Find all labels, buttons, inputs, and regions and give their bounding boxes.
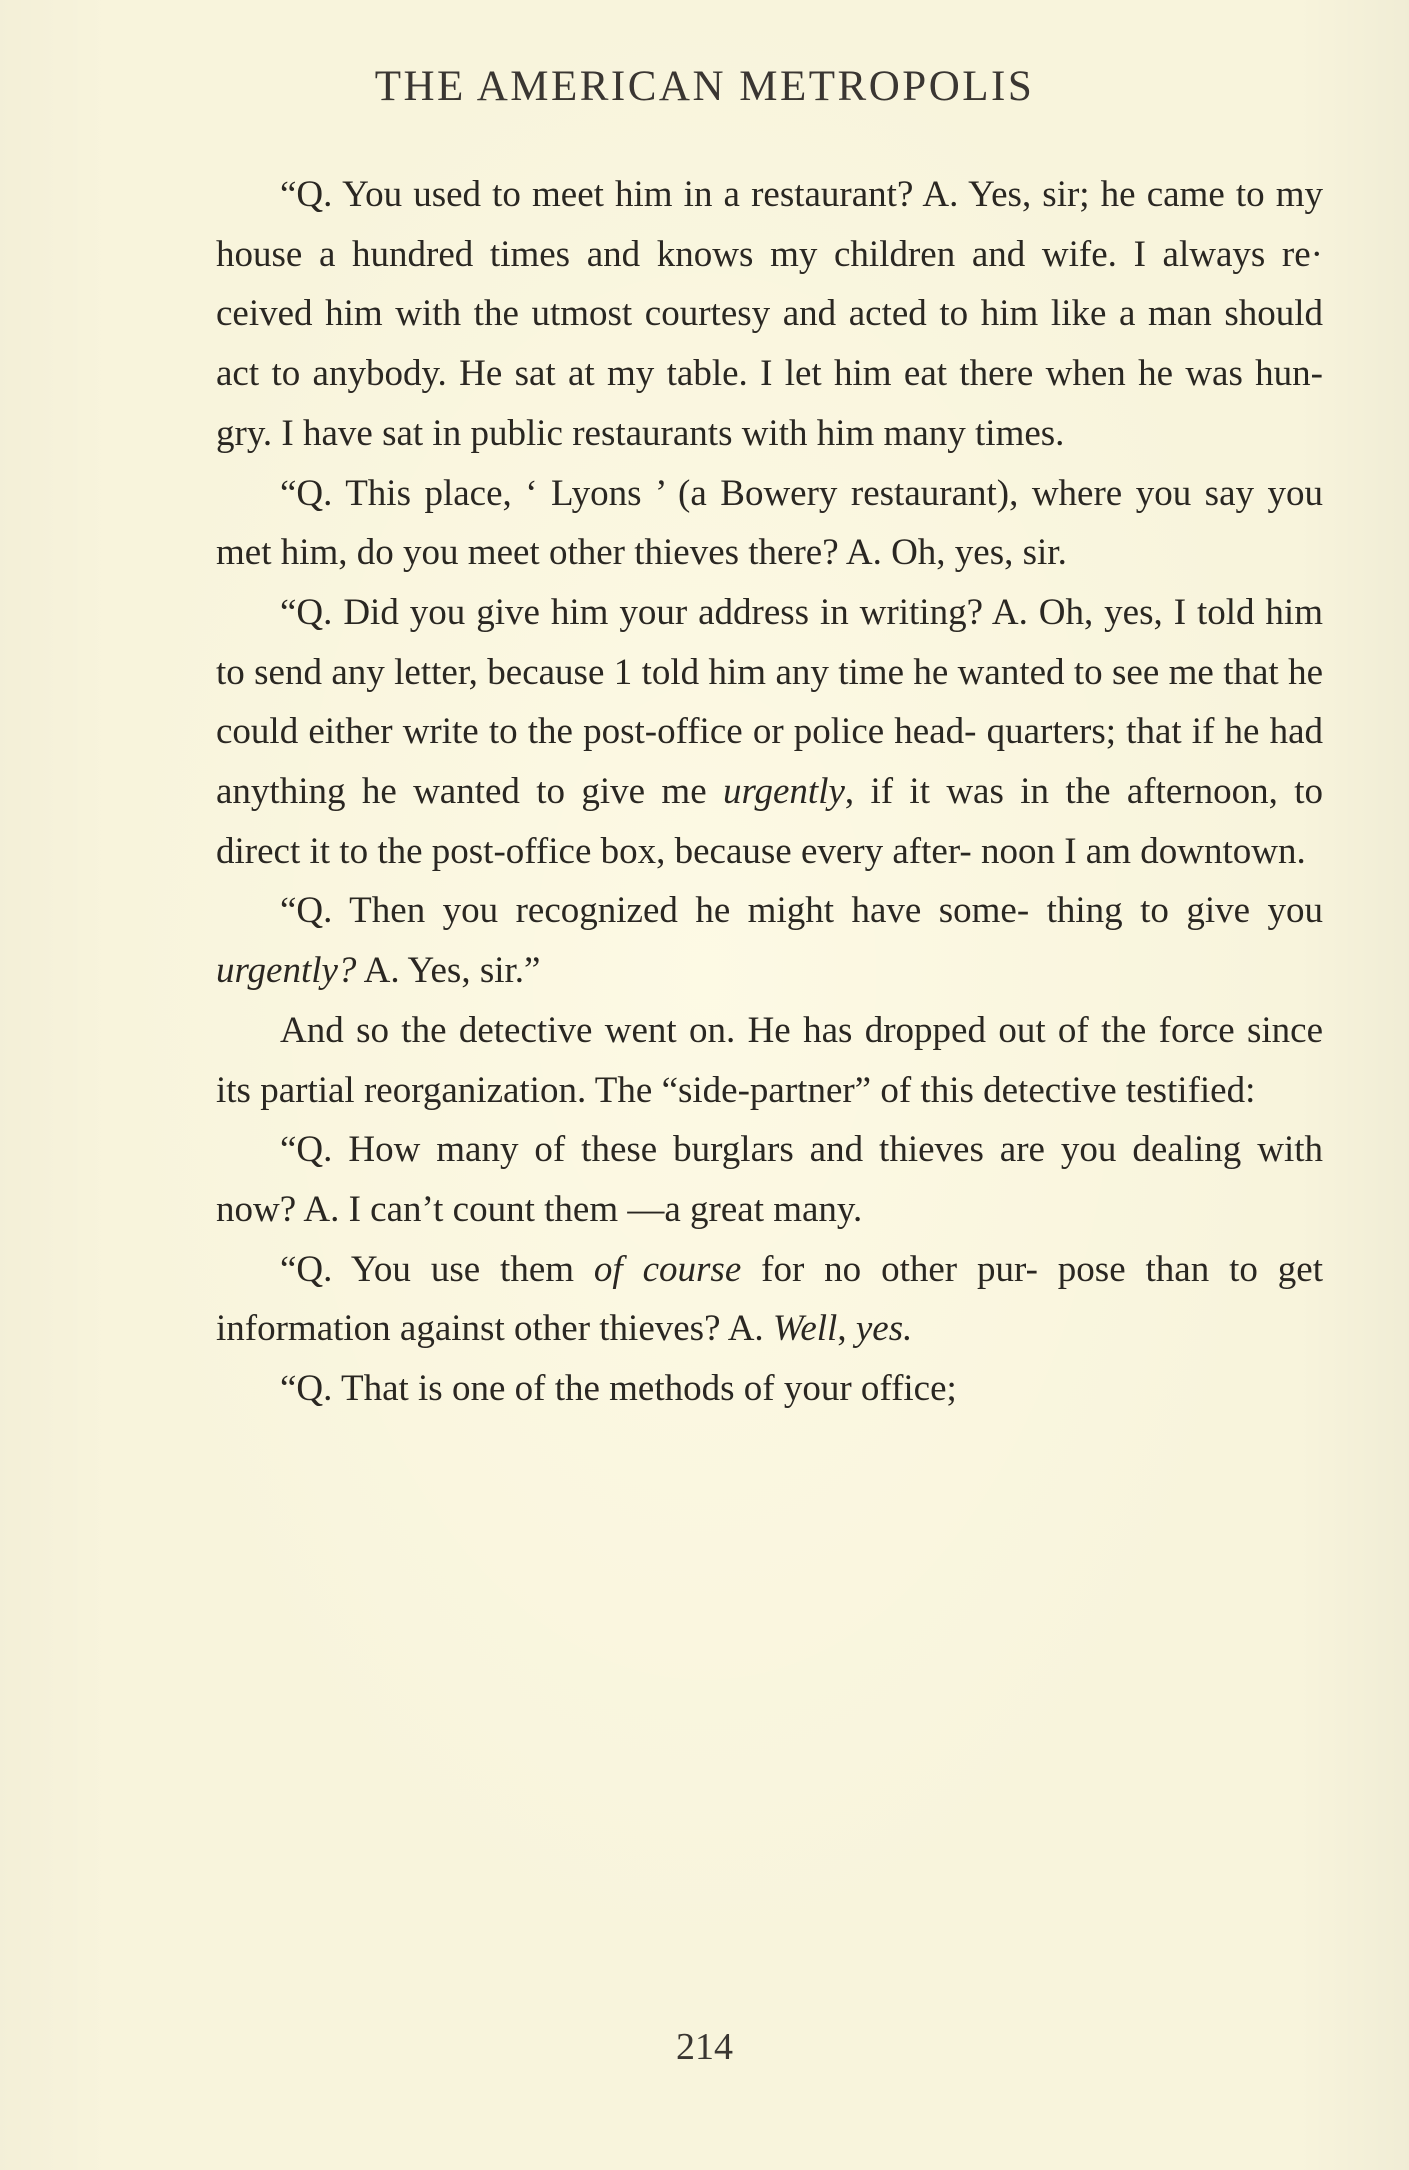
text-run: “Q. How many of these burglars and thieves are you dealing with now? A. I can’t count them —a great many. <box>216 1129 1323 1230</box>
italic-run: of course <box>593 1248 742 1290</box>
paragraph <box>216 165 1323 464</box>
paragraph <box>216 583 1323 882</box>
text-run: And so the detective went on. He has dropped out of the force since its partial reorganization. The “side-partner” of this detective testified: <box>216 1009 1323 1111</box>
paragraph <box>216 1120 1323 1239</box>
text-run: , if it was in the afternoon, to direct it to the post-office box, because every after- noon I am downtown. <box>216 771 1324 872</box>
italic-run: yes. <box>855 1308 913 1350</box>
italic-run: urgently? <box>216 950 357 992</box>
text-run: “Q. You use them <box>280 1248 594 1290</box>
text-run: “Q. Did you give him your address in writing? A. Oh, yes, I told him to send any letter, because 1 told him any time he wanted to see me that he could either write to the post-office or police head- quarters; that if he had anything he wanted to give me <box>216 591 1323 813</box>
text-run: “Q. This place, ‘ Lyons ’ (a Bowery restaurant), where you say you met him, do you meet other thieves there? A. Oh, yes, sir. <box>216 472 1323 574</box>
italic-run: Well <box>772 1308 838 1350</box>
text-run: for no other pur- pose than to get information against other thieves? A. <box>216 1248 1323 1350</box>
text-run: “Q. You used to meet him in a restaurant? A. Yes, sir; he came to my house a hundred times and knows my children and wife. I always re· ceived him with the utmost courtesy and acted to him like a man should act to anybody. He sat at my table. I let him eat there when he was hun- gry. I have sat in public restaurants with him many times. <box>216 174 1323 454</box>
page-number: 214 <box>676 2026 733 2068</box>
italic-run: urgently <box>722 771 845 813</box>
paragraph <box>216 881 1323 1000</box>
text-run: “Q. That is one of the methods of your office; <box>280 1368 957 1410</box>
paragraph <box>216 1359 1323 1419</box>
paragraph <box>216 464 1323 583</box>
paragraph <box>216 1240 1323 1359</box>
text-run: , <box>837 1308 856 1350</box>
paragraph <box>216 1001 1323 1120</box>
text-run: “Q. Then you recognized he might have some- thing to give you <box>280 890 1323 932</box>
body-text <box>216 165 1323 1419</box>
running-head: THE AMERICAN METROPOLIS <box>374 63 1035 110</box>
text-run: A. Yes, sir.” <box>356 950 541 992</box>
